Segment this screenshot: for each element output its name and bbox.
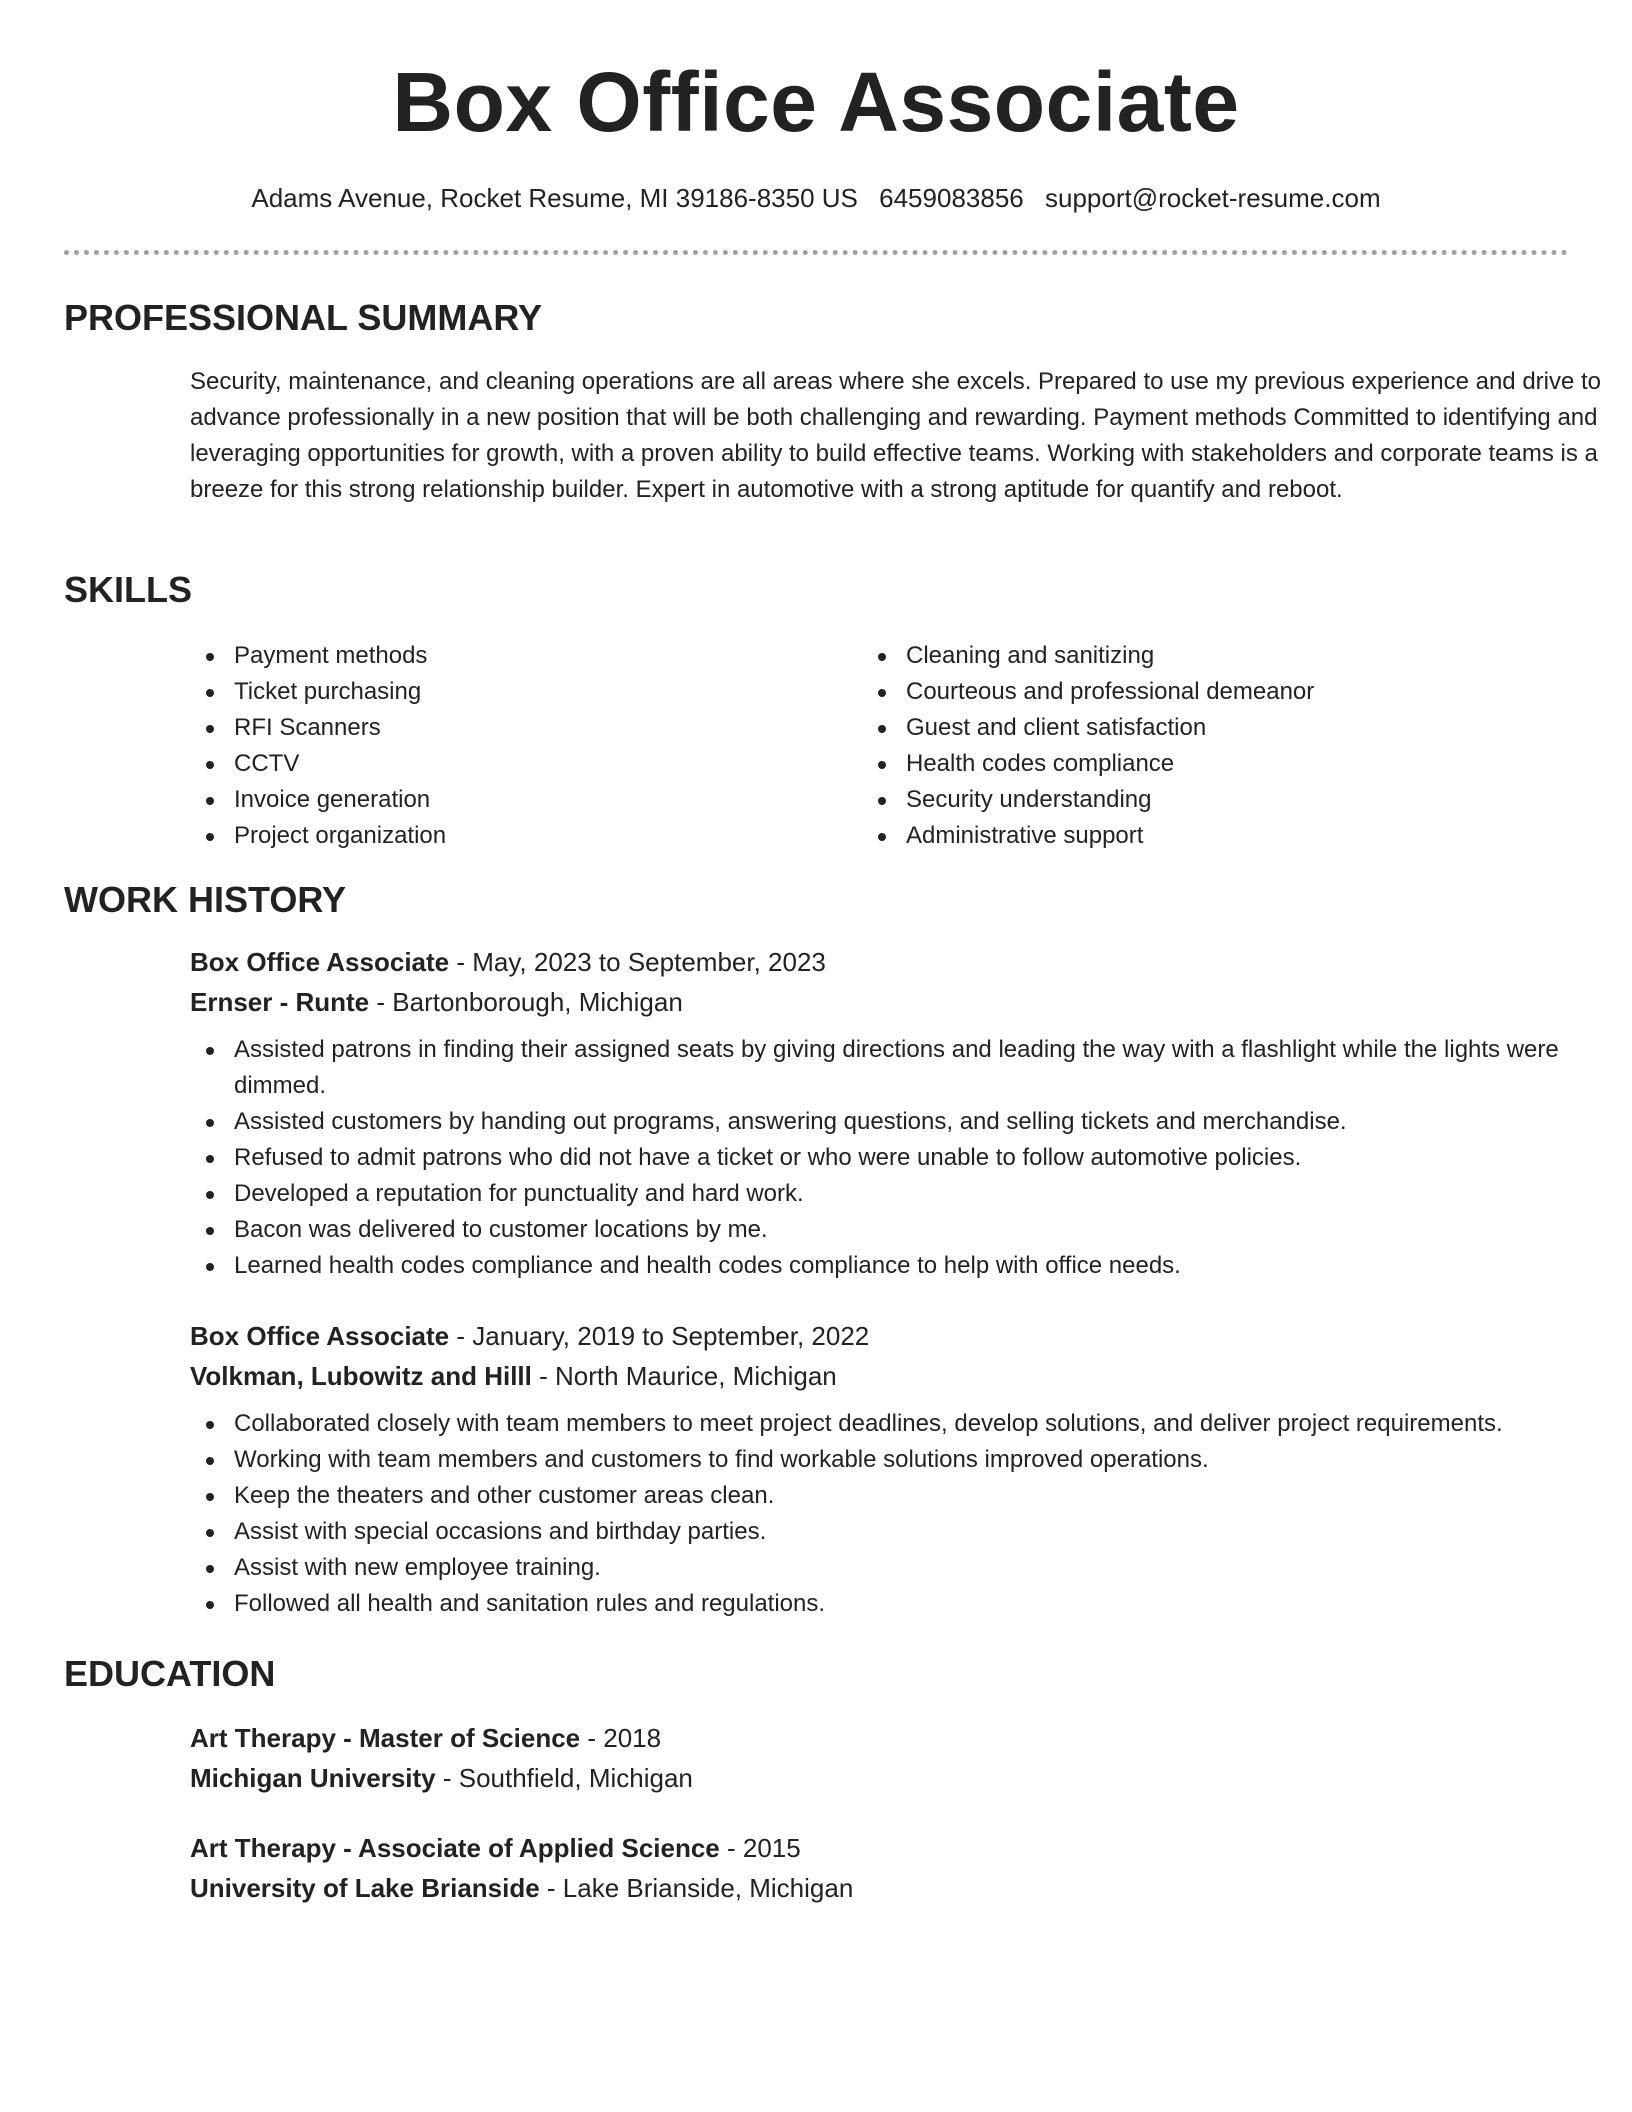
degree-year: - 2018 <box>580 1723 662 1753</box>
skill-item: Administrative support <box>862 818 1522 854</box>
job-duties <box>190 1406 1630 1622</box>
skill-item: Invoice generation <box>190 782 850 818</box>
skill-item: Cleaning and sanitizing <box>862 638 1522 674</box>
education-entry <box>190 1718 1630 1798</box>
job-company-line <box>190 1356 1630 1396</box>
header-divider <box>64 250 1568 255</box>
contact-line <box>64 180 1568 216</box>
skill-item: Payment methods <box>190 638 850 674</box>
skill-item: Guest and client satisfaction <box>862 710 1522 746</box>
job-duty: Assisted customers by handing out programs, answering questions, and selling tickets and merchandise. <box>190 1104 1630 1140</box>
skill-item: Project organization <box>190 818 850 854</box>
job-duty: Assisted patrons in finding their assigned seats by giving directions and leading the way with a flashlight while the lights were dimmed. <box>190 1032 1630 1104</box>
contact-address: Adams Avenue, Rocket Resume, MI 39186-8350 US <box>251 183 858 213</box>
contact-email: support@rocket-resume.com <box>1044 183 1381 213</box>
school-location: - Southfield, Michigan <box>435 1763 693 1793</box>
degree-name: Art Therapy - Associate of Applied Science <box>190 1833 720 1863</box>
job-duty: Assist with special occasions and birthday parties. <box>190 1514 1630 1550</box>
skills-heading: SKILLS <box>64 569 193 610</box>
skill-item: RFI Scanners <box>190 710 850 746</box>
school-location: - Lake Brianside, Michigan <box>539 1873 854 1903</box>
job-duties <box>190 1032 1630 1284</box>
school-line <box>190 1758 1630 1798</box>
skills-list-right <box>862 638 1522 854</box>
school-name: Michigan University <box>190 1763 436 1793</box>
job-company: Ernser - Runte <box>190 987 370 1017</box>
skill-item: CCTV <box>190 746 850 782</box>
job-location: - North Maurice, Michigan <box>531 1361 837 1391</box>
job-dates: - May, 2023 to September, 2023 <box>449 947 826 977</box>
job-duty: Learned health codes compliance and health codes compliance to help with office needs. <box>190 1248 1630 1284</box>
skill-item: Courteous and professional demeanor <box>862 674 1522 710</box>
skills-list-left <box>190 638 850 854</box>
education-entry <box>190 1828 1630 1908</box>
education-heading: EDUCATION <box>64 1653 276 1694</box>
job-duty: Assist with new employee training. <box>190 1550 1630 1586</box>
degree-line <box>190 1828 1630 1868</box>
job-duty: Followed all health and sanitation rules and regulations. <box>190 1586 1630 1622</box>
summary-text: Security, maintenance, and cleaning operations are all areas where she excels. Prepared to use my previous experience and drive to advance professionally in a new position that will be both challenging and rewarding. Payment methods Committed to identifying and leveraging opportunities for growth, with a proven ability to build effective teams. Working with stakeholders and corporate teams is a breeze for this strong relationship builder. Expert in automotive with a strong aptitude for quantify and reboot. <box>190 368 1602 503</box>
work-history-heading: WORK HISTORY <box>64 879 347 920</box>
job-duty: Collaborated closely with team members to meet project deadlines, develop solutions, and deliver project requirements. <box>190 1406 1630 1442</box>
job-role: Box Office Associate <box>190 1321 450 1351</box>
job-company: Volkman, Lubowitz and Hilll <box>190 1361 532 1391</box>
degree-line <box>190 1718 1630 1758</box>
skill-item: Ticket purchasing <box>190 674 850 710</box>
summary-heading: PROFESSIONAL SUMMARY <box>64 297 543 338</box>
degree-name: Art Therapy - Master of Science <box>190 1723 581 1753</box>
job-duty: Bacon was delivered to customer locations by me. <box>190 1212 1630 1248</box>
job-title-line <box>190 1316 1630 1356</box>
job-role: Box Office Associate <box>190 947 450 977</box>
contact-phone: 6459083856 <box>879 183 1024 213</box>
school-name: University of Lake Brianside <box>190 1873 540 1903</box>
job-location: - Bartonborough, Michigan <box>369 987 683 1017</box>
skill-item: Health codes compliance <box>862 746 1522 782</box>
degree-year: - 2015 <box>719 1833 801 1863</box>
job-entry <box>190 1316 1630 1622</box>
job-entry <box>190 942 1630 1284</box>
job-title-line <box>190 942 1630 982</box>
candidate-name: Box Office Associate <box>392 55 1240 149</box>
job-duty: Refused to admit patrons who did not have a ticket or who were unable to follow automotive policies. <box>190 1140 1630 1176</box>
job-duty: Working with team members and customers to find workable solutions improved operations. <box>190 1442 1630 1478</box>
job-dates: - January, 2019 to September, 2022 <box>449 1321 870 1351</box>
job-company-line <box>190 982 1630 1022</box>
job-duty: Keep the theaters and other customer areas clean. <box>190 1478 1630 1514</box>
skill-item: Security understanding <box>862 782 1522 818</box>
job-duty: Developed a reputation for punctuality and hard work. <box>190 1176 1630 1212</box>
school-line <box>190 1868 1630 1908</box>
